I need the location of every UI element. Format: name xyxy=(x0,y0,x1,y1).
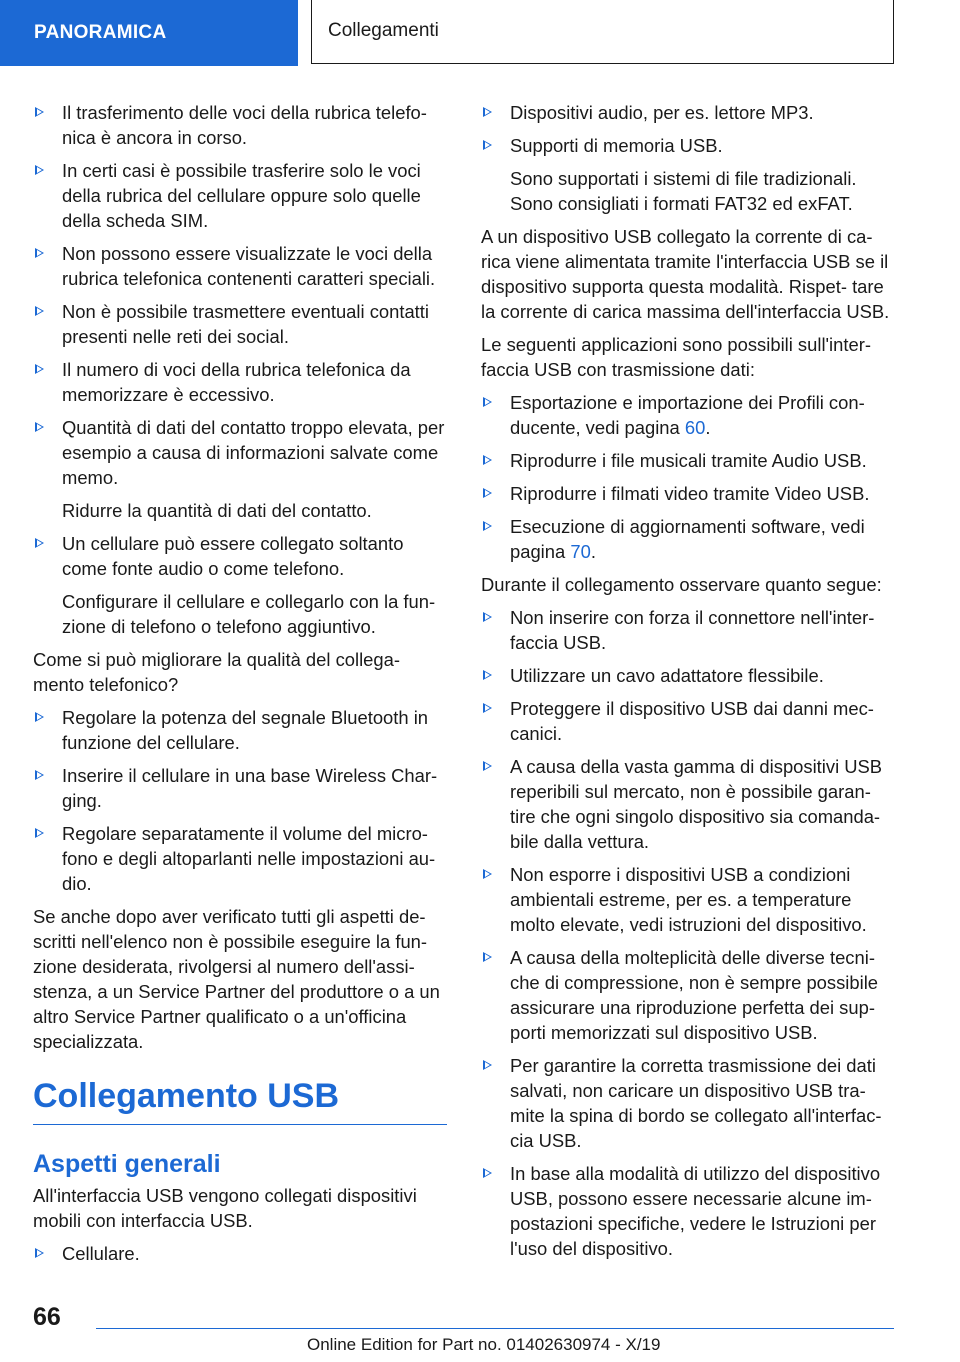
footer-divider xyxy=(96,1328,894,1329)
page-link[interactable]: 60 xyxy=(684,417,706,438)
triangle-bullet-icon xyxy=(483,1168,492,1178)
list-item: Utilizzare un cavo adattatore flessibile. xyxy=(481,663,895,688)
list-item: Esportazione e importazione dei Profili con- ducente, vedi pagina 60. xyxy=(481,390,895,440)
indented-note: Ridurre la quantità di dati del contatto. xyxy=(62,500,372,521)
list-item: Riprodurre i file musicali tramite Audio USB. xyxy=(481,448,895,473)
triangle-bullet-icon xyxy=(35,165,44,175)
list-item: Regolare la potenza del segnale Bluetooth in funzione del cellulare. xyxy=(33,705,447,755)
triangle-bullet-icon xyxy=(483,869,492,879)
indented-note: Configurare il cellulare e collegarlo con la fun- zione di telefono o telefono aggiuntivo. xyxy=(62,591,436,637)
chapter-title: Collegamenti xyxy=(311,0,894,64)
triangle-bullet-icon xyxy=(35,712,44,722)
indented-note: Sono supportati i sistemi di file tradizionali. Sono consigliati i formati FAT32 ed exFAT. xyxy=(510,168,857,214)
list-item: Non possono essere visualizzate le voci della rubrica telefonica contenenti caratteri speciali. xyxy=(33,241,447,291)
list-item: Dispositivi audio, per es. lettore MP3. xyxy=(481,100,895,125)
triangle-bullet-icon xyxy=(483,521,492,531)
triangle-bullet-icon xyxy=(483,488,492,498)
triangle-bullet-icon xyxy=(483,761,492,771)
paragraph: Le seguenti applicazioni sono possibili sull'inter- faccia USB con trasmissione dati: xyxy=(481,334,871,380)
list-item: Non è possibile trasmettere eventuali contatti presenti nelle reti dei social. xyxy=(33,299,447,349)
paragraph: Se anche dopo aver verificato tutti gli aspetti de- scritti nell'elenco non è possibile eseguire la fun- zione desiderata, rivolgersi al numero dell'assi- stenza, a un Service Partner del produttore o a un altro Service Partner qualificato o a un'officina specializzata. xyxy=(33,906,440,1052)
triangle-bullet-icon xyxy=(483,703,492,713)
list-item: Non inserire con forza il connettore nell'inter- faccia USB. xyxy=(481,605,895,655)
triangle-bullet-icon xyxy=(35,828,44,838)
list-item: Riprodurre i filmati video tramite Video USB. xyxy=(481,481,895,506)
triangle-bullet-icon xyxy=(483,612,492,622)
paragraph: All'interfaccia USB vengono collegati dispositivi mobili con interfaccia USB. xyxy=(33,1185,417,1231)
paragraph: A un dispositivo USB collegato la corrente di ca- rica viene alimentata tramite l'interfaccia USB se il dispositivo supporta questa modalità. Rispet- tare la corrente di carica massima dell'interfaccia USB. xyxy=(481,226,890,322)
triangle-bullet-icon xyxy=(483,952,492,962)
page-header xyxy=(0,0,960,66)
list-item: Cellulare. xyxy=(33,1241,447,1266)
list-item: A causa della molteplicità delle diverse tecni- che di compressione, non è sempre possibile assicurare una riproduzione perfetta dei sup- porti memorizzati sul dispositivo USB. xyxy=(481,945,895,1045)
triangle-bullet-icon xyxy=(35,364,44,374)
triangle-bullet-icon xyxy=(483,397,492,407)
triangle-bullet-icon xyxy=(483,140,492,150)
section-heading: Collegamento USB xyxy=(33,1076,447,1125)
subsection-heading: Aspetti generali xyxy=(33,1150,221,1178)
list-item: In certi casi è possibile trasferire solo le voci della rubrica del cellulare oppure solo quelle della scheda SIM. xyxy=(33,158,447,233)
list-item: Proteggere il dispositivo USB dai danni mec- canici. xyxy=(481,696,895,746)
paragraph: Come si può migliorare la qualità del collega- mento telefonico? xyxy=(33,649,400,695)
list-item: Inserire il cellulare in una base Wireless Char- ging. xyxy=(33,763,447,813)
triangle-bullet-icon xyxy=(483,1060,492,1070)
left-column xyxy=(33,100,447,1274)
right-column xyxy=(481,100,895,1269)
list-item: A causa della vasta gamma di dispositivi USB reperibili sul mercato, non è possibile garan- tire che ogni singolo dispositivo sia comanda- bile dalla vettura. xyxy=(481,754,895,854)
list-item: Esecuzione di aggiornamenti software, vedi pagina 70. xyxy=(481,514,895,564)
list-item: Il numero di voci della rubrica telefonica da memorizzare è eccessivo. xyxy=(33,357,447,407)
list-item: Non esporre i dispositivi USB a condizioni ambientali estreme, per es. a temperature molto elevate, vedi istruzioni del dispositivo. xyxy=(481,862,895,937)
page-link[interactable]: 70 xyxy=(570,541,591,562)
page-number: 66 xyxy=(33,1303,61,1331)
list-item: Il trasferimento delle voci della rubrica telefo- nica è ancora in corso. xyxy=(33,100,447,150)
triangle-bullet-icon xyxy=(35,770,44,780)
list-item: Quantità di dati del contatto troppo elevata, per esempio a causa di informazioni salvate come memo. xyxy=(33,415,447,490)
triangle-bullet-icon xyxy=(35,422,44,432)
section-tab[interactable]: PANORAMICA xyxy=(0,0,298,66)
list-item: Supporti di memoria USB. xyxy=(481,133,895,158)
list-item: Per garantire la corretta trasmissione dei dati salvati, non caricare un dispositivo USB tra- mite la spina di bordo se collegato all'interfac- cia USB. xyxy=(481,1053,895,1153)
triangle-bullet-icon xyxy=(483,455,492,465)
footer-edition: Online Edition for Part no. 01402630974 - X/19 xyxy=(307,1335,661,1354)
paragraph: Durante il collegamento osservare quanto segue: xyxy=(481,574,882,595)
triangle-bullet-icon xyxy=(35,1248,44,1258)
list-item: In base alla modalità di utilizzo del dispositivo USB, possono essere necessarie alcune im- postazioni specifiche, vedere le Istruzioni per l'uso del dispositivo. xyxy=(481,1161,895,1261)
triangle-bullet-icon xyxy=(35,538,44,548)
list-item: Regolare separatamente il volume del micro- fono e degli altoparlanti nelle impostazioni au- dio. xyxy=(33,821,447,896)
triangle-bullet-icon xyxy=(35,248,44,258)
triangle-bullet-icon xyxy=(483,670,492,680)
triangle-bullet-icon xyxy=(483,107,492,117)
list-item: Un cellulare può essere collegato soltanto come fonte audio o come telefono. xyxy=(33,531,447,581)
triangle-bullet-icon xyxy=(35,107,44,117)
triangle-bullet-icon xyxy=(35,306,44,316)
